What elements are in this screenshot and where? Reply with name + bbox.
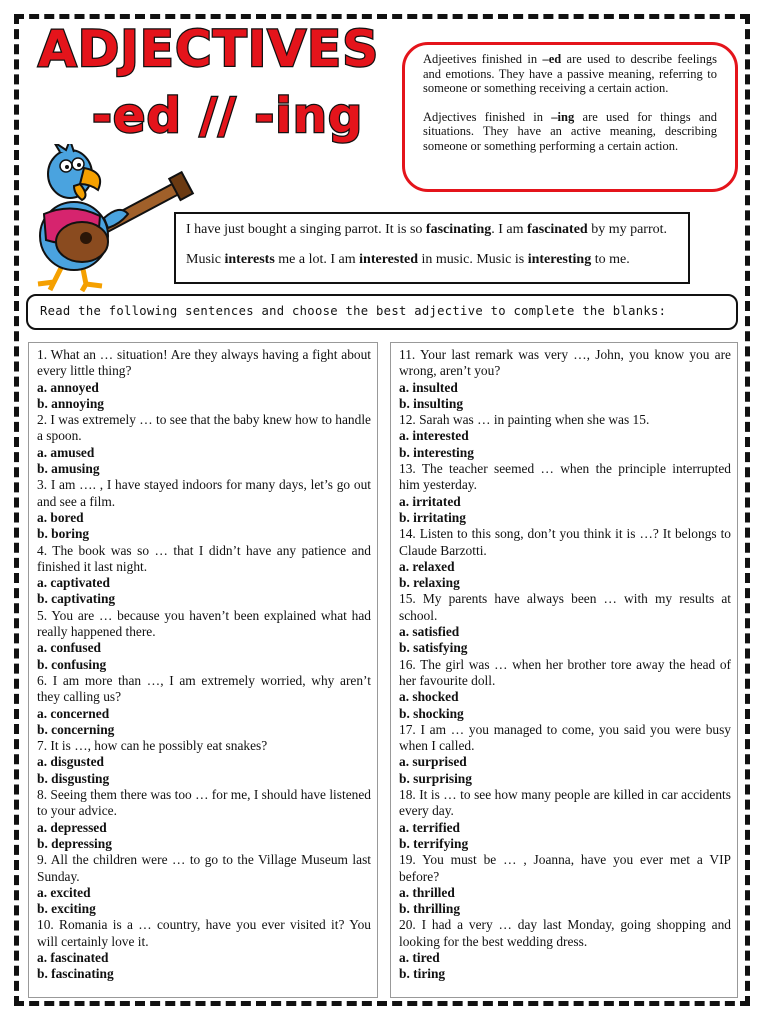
answer-option-a[interactable]: a. tired [399,949,440,965]
answer-option-b[interactable]: b. thrilling [399,901,461,917]
answer-option-b[interactable]: b. confusing [37,656,107,672]
answer-option-b[interactable]: b. insulting [399,395,464,411]
parrot-guitar-illustration [24,144,198,292]
answer-option-b[interactable]: b. shocking [399,705,464,721]
answer-option-b[interactable]: b. interesting [399,444,474,460]
exercise-question: 10. Romania is a … country, have you ever visited it? You will certainly love it. [37,917,371,949]
title-suffixes: -ed // -ing [92,88,364,144]
exercise-question: 3. I am …. , I have stayed indoors for many days, let’s go out and see a film. [37,477,371,509]
exercise-question: 4. The book was so … that I didn’t have any patience and finished it last night. [37,542,371,574]
rule-ed-text-post: are used to describe feelings and emotions. They have a passive meaning, referring to someone or something receiving a certain action. [423,52,718,96]
answer-option-a[interactable]: a. fascinated [37,949,109,965]
answer-option-a[interactable]: a. interested [399,428,469,444]
answer-option-b[interactable]: b. surprising [399,770,472,786]
example-keyword: interests [224,252,275,267]
answer-option-b[interactable]: b. satisfying [399,640,468,656]
answer-option-b[interactable]: b. exciting [37,901,96,917]
exercise-column-left [28,342,378,998]
answer-option-b[interactable]: b. fascinating [37,966,114,982]
title-adjectives: ADJECTIVES [38,20,380,78]
rule-ed-suffix: –ed [542,52,562,66]
answer-option-b[interactable]: b. relaxing [399,575,460,591]
example-text: Music [186,252,225,267]
answer-option-a[interactable]: a. shocked [399,689,459,705]
example-line-interest [186,251,678,269]
answer-option-a[interactable]: a. captivated [37,575,110,591]
answer-option-b[interactable]: b. disgusting [37,770,110,786]
answer-option-a[interactable]: a. concerned [37,705,110,721]
answer-option-b[interactable]: b. terrifying [399,835,469,851]
example-text: by my parrot. [587,222,668,237]
example-sentences-box [174,212,690,284]
rule-ing-paragraph [423,110,717,154]
answer-option-a[interactable]: a. annoyed [37,379,99,395]
exercise-question: 1. What an … situation! Are they always having a fight about every little thing? [37,347,371,379]
grammar-rule-box [402,42,738,192]
exercise-question: 15. My parents have always been … with my results at school. [399,591,731,623]
example-text: I have just bought a singing parrot. It is so [186,222,426,237]
example-line-fascinate [186,221,678,239]
rule-ed-text-pre: Adjeetives finished in [423,52,543,66]
rule-ing-text-post: are used for things and situations. They have an active meaning, describing someone or something performing a certain action. [423,109,717,153]
exercise-question: 2. I was extremely … to see that the baby knew how to handle a spoon. [37,412,371,444]
example-text: me a lot. I am [274,252,360,267]
exercise-question: 14. Listen to this song, don’t you think it is …? It belongs to Claude Barzotti. [399,526,731,558]
example-keyword: fascinated [527,222,588,237]
answer-option-a[interactable]: a. depressed [37,819,107,835]
answer-option-a[interactable]: a. insulted [399,379,458,395]
answer-option-a[interactable]: a. amused [37,444,95,460]
exercise-question: 9. All the children were … to go to the Village Museum last Sunday. [37,852,371,884]
exercise-question: 19. You must be … , Joanna, have you ever met a VIP before? [399,852,731,884]
exercise-question: 6. I am more than …, I am extremely worried, why aren’t they calling us? [37,672,371,705]
exercise-question: 17. I am … you managed to come, you said you were busy when I called. [399,721,731,754]
answer-option-a[interactable]: a. bored [37,509,84,525]
exercise-question: 7. It is …, how can he possibly eat snakes? [37,738,268,754]
example-keyword: fascinating [425,222,492,237]
rule-ing-suffix: –ing [551,109,575,124]
answer-option-a[interactable]: a. satisfied [399,624,460,640]
answer-option-b[interactable]: b. tiring [399,966,446,982]
exercise-question: 8. Seeing them there was too … for me, I should have listened to your advice. [37,787,371,819]
answer-option-b[interactable]: b. captivating [37,591,116,607]
answer-option-a[interactable]: a. terrified [399,819,460,835]
answer-option-b[interactable]: b. boring [37,526,90,542]
answer-option-b[interactable]: b. concerning [37,721,115,737]
exercise-column-right [390,342,738,998]
example-text: to me. [591,252,630,267]
answer-option-a[interactable]: a. irritated [399,493,461,509]
exercise-question: 12. Sarah was … in painting when she was 15. [399,412,650,428]
exercise-question: 11. Your last remark was very …, John, you know you are wrong, aren’t you? [399,347,731,379]
exercise-question: 18. It is … to see how many people are killed in car accidents every day. [399,787,731,819]
answer-option-b[interactable]: b. depressing [37,835,112,851]
answer-option-a[interactable]: a. excited [37,884,91,900]
answer-option-b[interactable]: b. irritating [399,509,466,525]
answer-option-b[interactable]: b. annoying [37,395,104,411]
exercise-question: 20. I had a very … day last Monday, going shopping and looking for the best wedding dress. [399,917,731,949]
exercise-question: 5. You are … because you haven’t been explained what had really happened there. [37,607,371,640]
instruction-text: Read the following sentences and choose the best adjective to complete the blanks: [26,294,738,330]
exercise-question: 13. The teacher seemed … when the principle interrupted him yesterday. [399,461,731,493]
answer-option-a[interactable]: a. confused [37,640,101,656]
example-text: in music. Music is [418,252,528,267]
answer-option-a[interactable]: a. relaxed [399,558,455,574]
answer-option-a[interactable]: a. surprised [399,754,467,770]
example-keyword: interesting [527,252,592,267]
exercise-question: 16. The girl was … when her brother tore away the head of her favourite doll. [399,656,731,688]
example-text: . I am [491,222,528,237]
answer-option-a[interactable]: a. thrilled [399,884,455,900]
example-keyword: interested [359,252,419,267]
answer-option-a[interactable]: a. disgusted [37,754,104,770]
rule-ed-paragraph [423,52,717,96]
rule-ing-text-pre: Adjectives finished in [423,109,552,124]
answer-option-b[interactable]: b. amusing [37,461,100,477]
